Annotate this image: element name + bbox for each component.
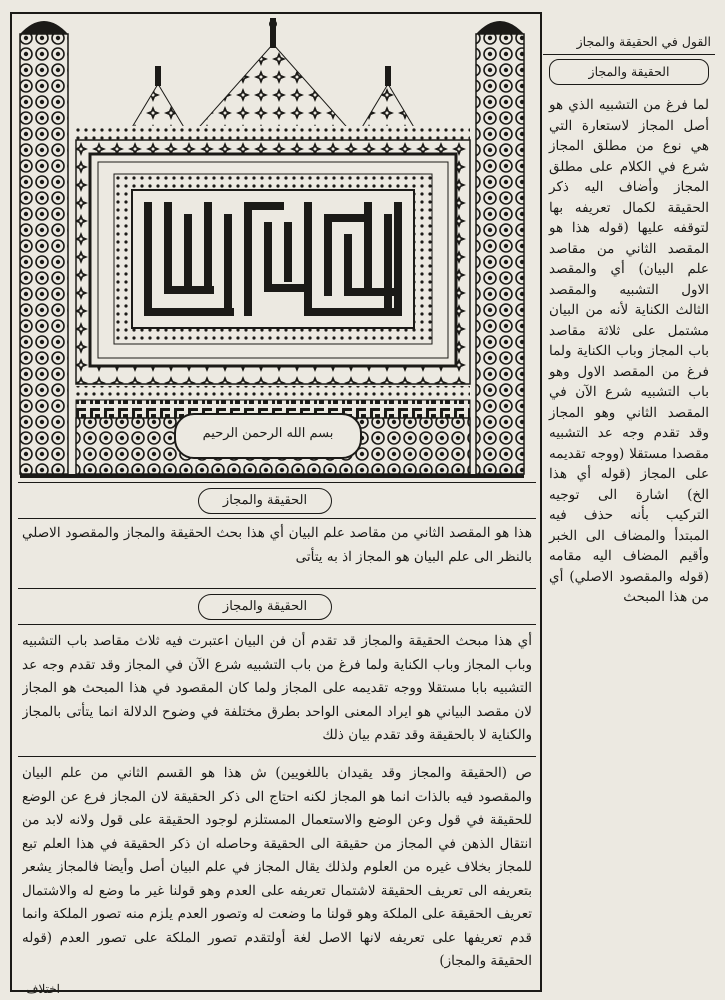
catchword: اختلاف <box>26 982 60 996</box>
divider <box>18 518 536 519</box>
section3-text: ص (الحقيقة والمجاز وقد يقيدان باللغويين) ش هذا هو القسم الثاني من علم البيان والمقصود فيه بالذات انما هو المجاز لكنه احتاج الى ذكر الحقيقة لان المجاز فرع عن الوضع للحقيقة في قول وعن الوضع والاستعمال المستلزم لوجود الحقيقة على قول ولانه لابد من انتقال الذهن في المجاز من حقيقة الى الحقيقة وحاصله ان ذكر الحقيقة في هذا العلم تبع للمجاز بخلاف غيره من العلوم ولذلك يقال المجاز في علم البيان أصل وأيضا فالمجاز يشعر بتعريفه الى تعريف الحقيقة لاشتمال تعريفه على العدم وهو قولنا غير ما وضع له والاشتمال تعريف الحقيقة على الملكة وهو قولنا ما وضعت له وتصور العدم يلزم منه تصور الملكة وانما قدم تعريفها على تعريفه لانها الاصل لغة أولتقدم تصور الملكة على تصور العدم (قوله الحقيقة والمجاز) <box>22 765 532 969</box>
divider <box>18 482 536 483</box>
margin-commentary <box>543 30 715 980</box>
margin-subheading: الحقيقة والمجاز <box>549 59 709 85</box>
margin-heading: القول في الحقيقة والمجاز <box>543 30 715 55</box>
basmala-cartouche: بسم الله الرحمن الرحيم <box>174 413 362 459</box>
section2-text: أي هذا مبحث الحقيقة والمجاز قد تقدم أن فن البيان اعتبرت فيه ثلاث مقاصد باب التشبيه وباب المجاز وباب الكناية ولما فرغ من باب التشبيه شرع الآن في المجاز وقد تقدم وجه عد التشبيه بابا مستقلا ووجه تقديمه على المجاز ولما كان المقصود في هذا المبحث هو المجاز لان مقصد البياني هو ايراد المعنى الواحد بطرق مختلفة في وضوح الدلالة انما يتأتى بالمجاز والكناية لا بالحقيقة وقد تقدم بيان ذلك <box>22 633 532 743</box>
right-column-ornament <box>476 34 524 474</box>
column-divider <box>540 30 541 980</box>
divider <box>18 624 536 625</box>
divider <box>18 756 536 757</box>
section1-title: الحقيقة والمجاز <box>198 488 332 514</box>
crown-ornament <box>76 18 470 140</box>
left-column-ornament <box>20 34 68 474</box>
margin-text: لما فرغ من التشبيه الذي هو أصل المجاز لاستعارة التي هي نوع من مطلق المجاز شرع في الكلام على مطلق المجاز وأضاف اليه ذكر الحقيقة لكمال تعريفه بها لتوقفه عليها (قوله هذا هو المقصد الثاني من مقاصد علم البيان) أي والمقصد الاول التشبيه والمقصد الثالث الكناية لأنه من البيان مشتمل على ثلاثة مقاصد باب المجاز وباب الكناية ولما فرغ من المقصد الاول وهو باب التشبيه شرع الآن في المقصد الثاني وهو المجاز وقد تقدم وجه عد التشبيه مقصدا مستقلا (ووجه تقديمه على المجاز (قوله أي هذا الخ) اشارة الى توجيه التركيب بأنه حذف فيه المبتدأ والمضاف الى الخبر وأقيم المضاف اليه مقامه (قوله والمقصود الاصلي) أي من هذا المبحث <box>549 97 709 605</box>
section1-text: هذا هو المقصد الثاني من مقاصد علم البيان أي هذا بحث الحقيقة والمجاز والمقصود الاصلي بالنظر الى علم البيان هو المجاز اذ به يتأتى <box>22 525 532 565</box>
divider <box>18 588 536 589</box>
section2-title: الحقيقة والمجاز <box>198 594 332 620</box>
